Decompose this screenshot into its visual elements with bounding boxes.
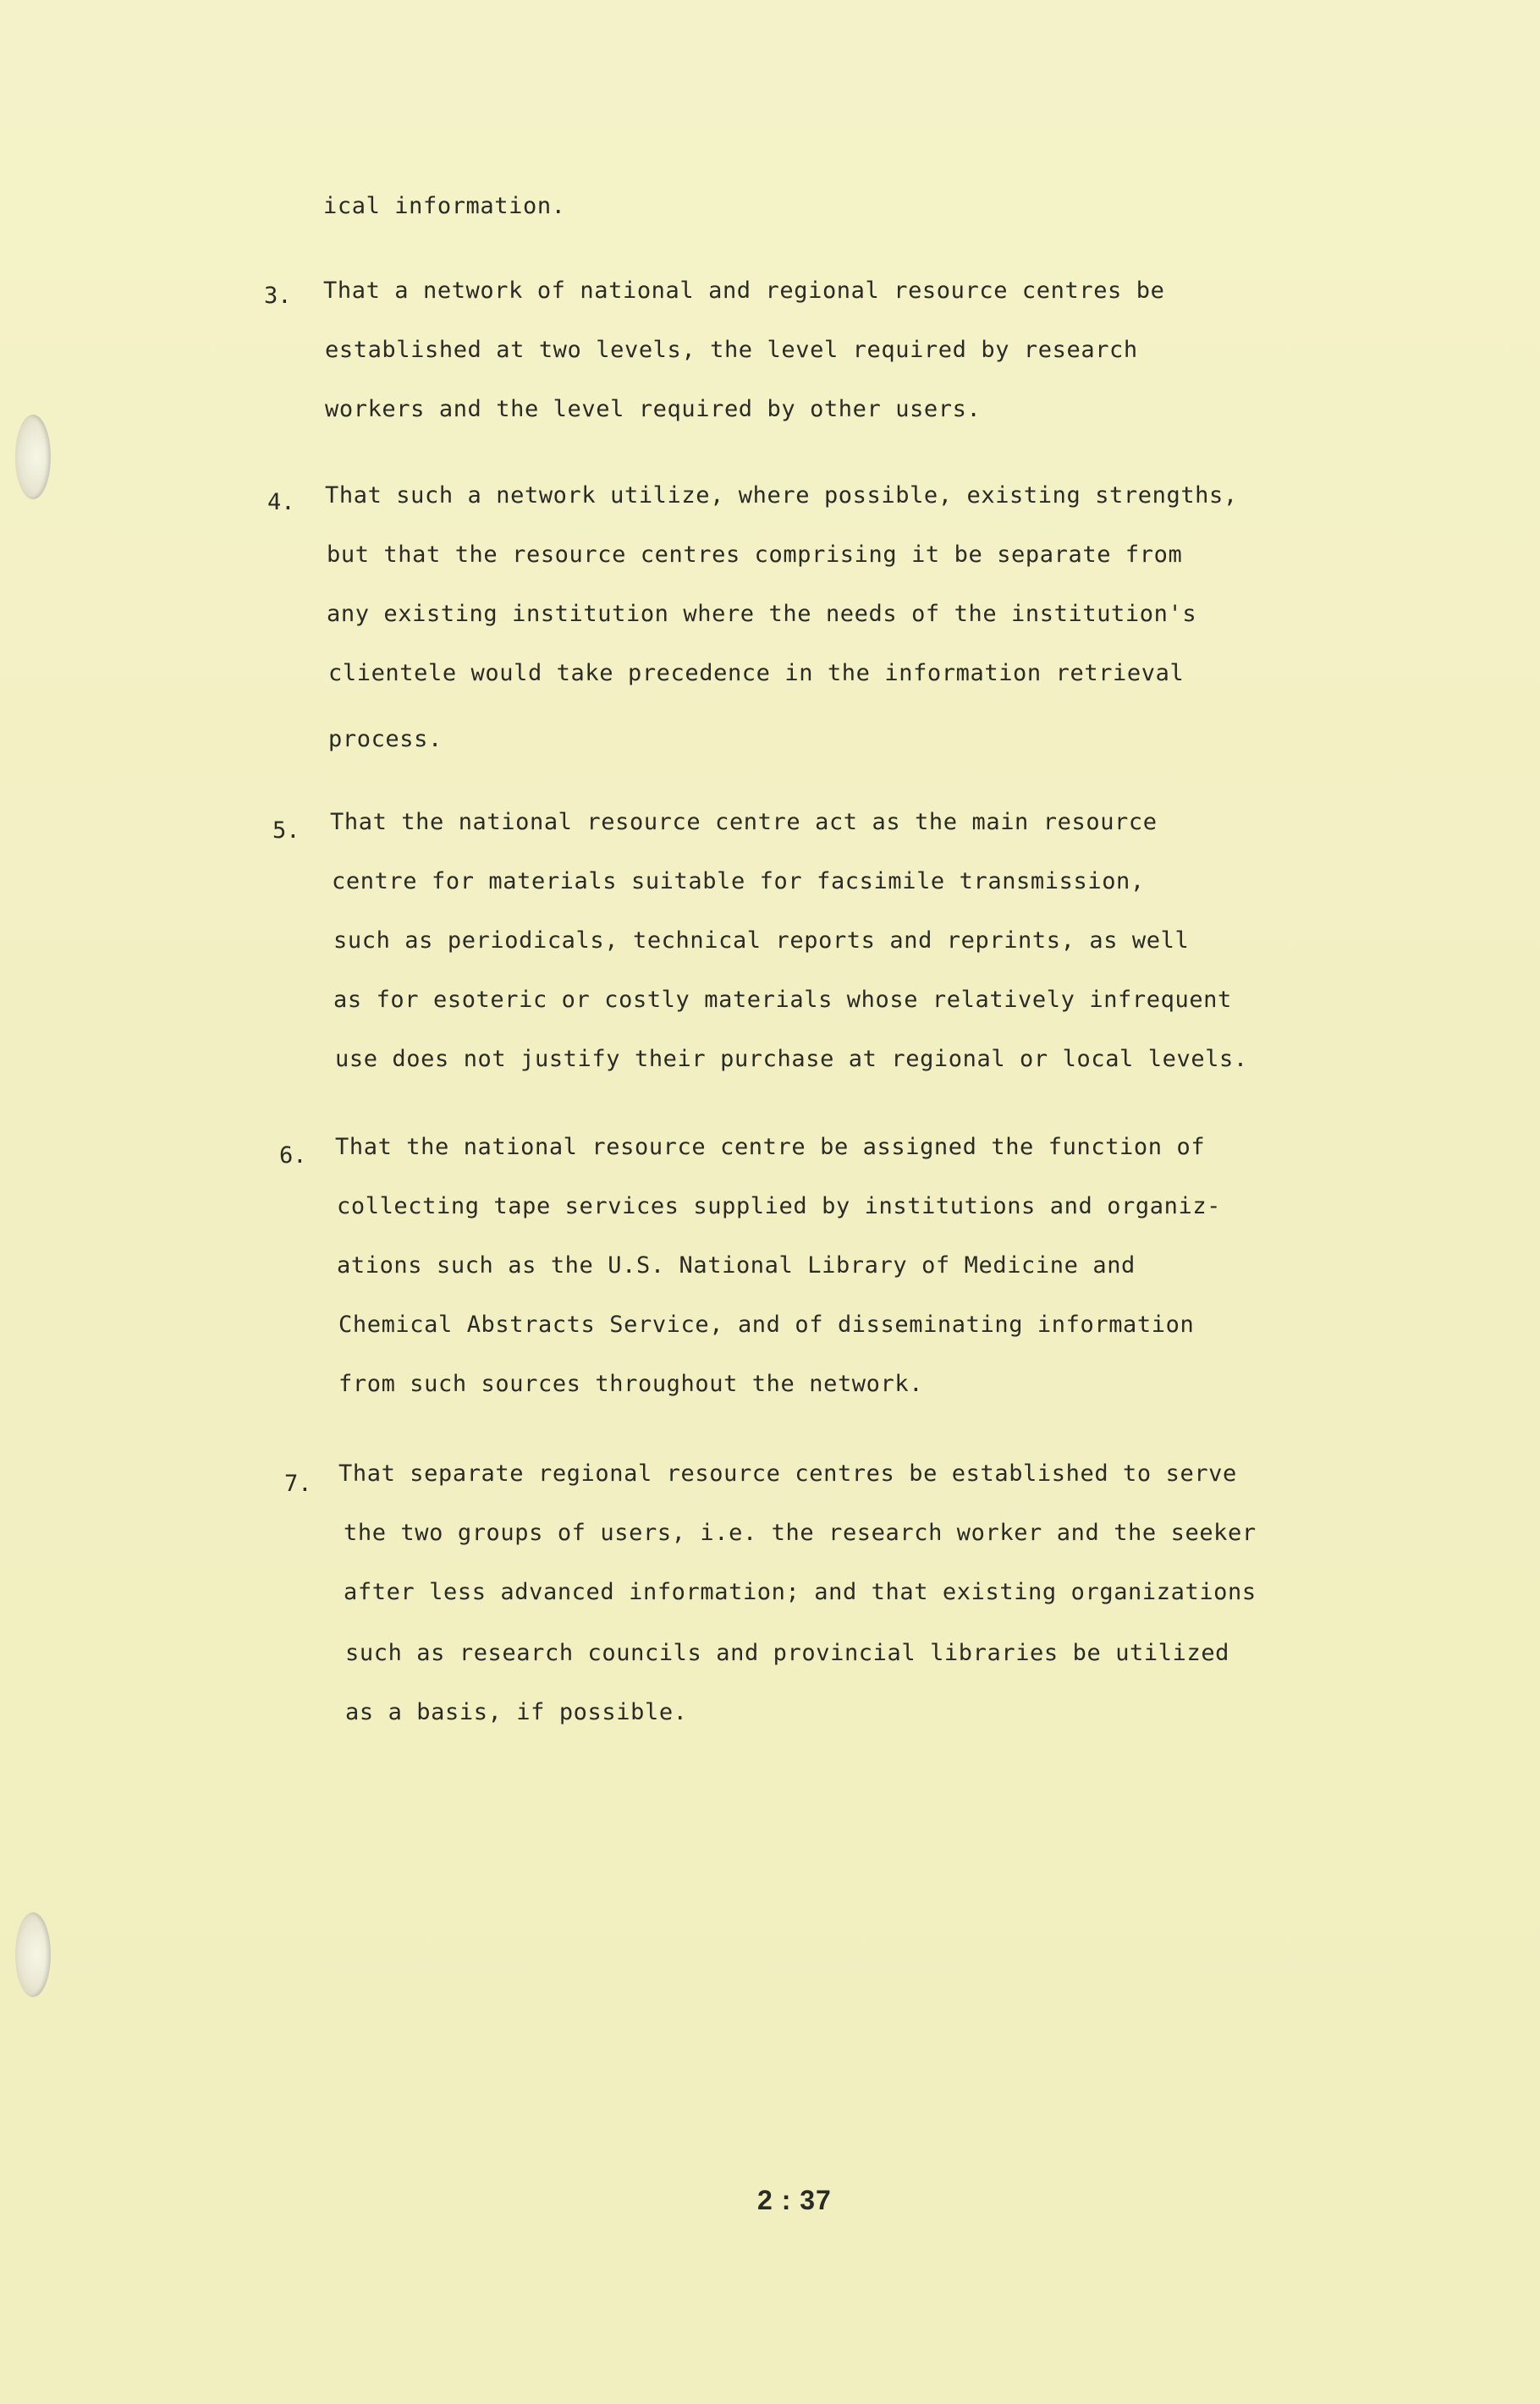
item-number: 7.	[284, 1471, 312, 1497]
item-line: That such a network utilize, where possible, existing strengths,	[325, 482, 1238, 509]
item-number: 3.	[264, 283, 292, 309]
item-line: process.	[328, 726, 443, 752]
item-line: That the national resource centre act as the main resource	[330, 809, 1158, 835]
item-line: but that the resource centres comprising it be separate from	[327, 542, 1183, 568]
item-line: from such sources throughout the network.	[338, 1371, 924, 1397]
item-line: Chemical Abstracts Service, and of disseminating information	[338, 1312, 1195, 1338]
item-line: That a network of national and regional resource centres be	[323, 278, 1165, 304]
item-line: as for esoteric or costly materials whose relatively infrequent	[333, 987, 1232, 1013]
item-line: established at two levels, the level required by research	[325, 337, 1138, 363]
item-line: the two groups of users, i.e. the research worker and the seeker	[344, 1520, 1257, 1546]
item-line: use does not justify their purchase at regional or local levels.	[335, 1046, 1248, 1072]
item-line: clientele would take precedence in the information retrieval	[328, 660, 1185, 686]
item-line: workers and the level required by other users.	[325, 396, 982, 422]
item-line: as a basis, if possible.	[345, 1699, 688, 1725]
item-line: such as research councils and provincial libraries be utilized	[345, 1640, 1230, 1666]
item-number: 6.	[279, 1142, 307, 1169]
page-number: 2 : 37	[757, 2185, 832, 2215]
item-number: 5.	[272, 817, 300, 844]
item-line: after less advanced information; and that existing organizations	[344, 1579, 1257, 1605]
item-line: such as periodicals, technical reports and reprints, as well	[333, 927, 1190, 954]
item-line: That the national resource centre be assigned the function of	[335, 1134, 1206, 1160]
item-line: That separate regional resource centres be established to serve	[338, 1461, 1237, 1487]
continuation-line: ical information.	[323, 193, 566, 219]
item-line: centre for materials suitable for facsimile transmission,	[332, 868, 1145, 894]
item-number: 4.	[267, 489, 295, 515]
item-line: any existing institution where the needs of the institution's	[327, 601, 1197, 627]
item-line: collecting tape services supplied by institutions and organiz-	[337, 1193, 1222, 1219]
item-line: ations such as the U.S. National Library of Medicine and	[337, 1252, 1136, 1279]
